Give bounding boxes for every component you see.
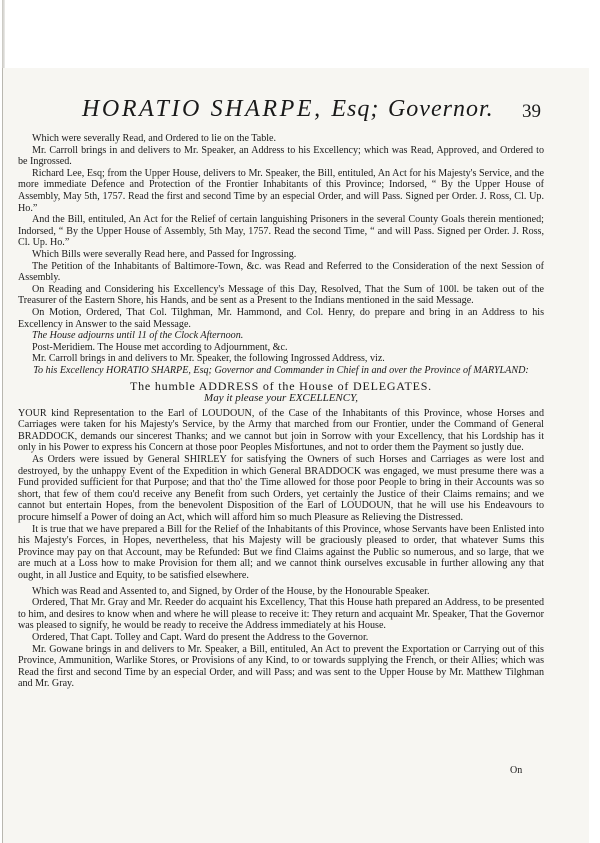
paragraph: Post-Meridiem. The House met according to Adjournment, &c. [32, 341, 288, 353]
paragraph: Ordered, That Capt. Tolley and Capt. Ward do present the Address to the Governor. [32, 631, 369, 643]
address-body-first: YOUR kind Representation to the Earl of LOUDOUN, of the Case of the Inhabitants of this Province, whose Horses and Carriages were taken for his Majesty's Service, by the Army that marched from our Frontier, under the Command of General BRADDOCK, demands our sincerest Thanks; and we cannot but join in Sorrow with your Excellency, that his Lordship has it only in his Power to express his Concern at those poor Peoples Misfortunes, and not to order them the Payment so justly due. [18, 407, 544, 454]
paragraph: It is true that we have prepared a Bill for the Relief of the Inhabitants of this Province, whose Servants have been Enlisted into his Majesty's Forces, in Hopes, nevertheless, that his Majesty will be graciously pleased to order, that whatever Sums this Province may pay on that Account, may be Refunded: But we find Claims against the Public so numerous, and so large, that we are much at a Loss how to make Provision for them all; and we cannot think ourselves excusable in further allowing any that ought, in all Justice and Equity, to be satisfied elsewhere. [18, 523, 544, 581]
page-number: 39 [522, 101, 541, 122]
paragraph: As Orders were issued by General SHIRLEY for satisfying the Owners of such Horses and Carriages as were lost and destroyed, by the unhappy Event of the Expedition in which General BRADDOCK was engaged, we must presume there was a Fund provided sufficient for that Purpose; and that tho' the Time allowed for those poor People to bring in their Accounts was so short, that few of them cou'd receive any Benefit from such Orders, yet certainly the Justice of their Claims remains; and we cannot but entertain Hopes, from the benevolent Disposition of the Earl of LOUDOUN, that he will use his Endeavours to procure himself a Power of doing an Act, which will afford him so much Pleasure as Relieving the Distressed. [18, 454, 544, 523]
paragraph: Which was Read and Assented to, and Signed, by Order of the House, by the Honourable Speaker. [32, 585, 430, 597]
running-head-esq: Esq; [331, 96, 380, 122]
journal-text [18, 133, 544, 690]
address-please: May it please your EXCELLENCY, [204, 392, 358, 405]
paragraph: Richard Lee, Esq; from the Upper House, delivers to Mr. Speaker, the Bill, entituled, An Act for his Majesty's Service, and the more immediate Defence and Protection of the Frontier Inhabitants of this Province; Indorsed, “ By the Upper House of Assembly, May 5th, 1757. Read the first and second Time by an especial Order, and will Pass. Signed per Order. J. Ross, Cl. Up. Ho.” [18, 167, 544, 214]
running-head-name: HORATIO SHARPE, [82, 96, 323, 122]
paragraph: Which were severally Read, and Ordered to lie on the Table. [32, 133, 277, 144]
running-head-office: Governor. [387, 96, 494, 122]
paragraph: Mr. Carroll brings in and delivers to Mr. Speaker, an Address to his Excellency; which was Read, Approved, and Ordered to be Ingrossed. [18, 144, 544, 168]
paragraph: The House adjourns until 11 of the Clock Afternoon. [32, 330, 244, 342]
running-head [82, 96, 494, 123]
paragraph: The Petition of the Inhabitants of Baltimore-Town, &c. was Read and Referred to the Consideration of the next Session of Assembly. [18, 260, 544, 284]
paragraph: On Reading and Considering his Excellency's Message of this Day, Resolved, That the Sum of 100l. be taken out of the Treasurer of the Eastern Shore, his Hands, and be sent as a Present to the Indians mentioned in the said Message. [18, 283, 544, 307]
paragraph: Ordered, That Mr. Gray and Mr. Reeder do acquaint his Excellency, That this House hath prepared an Address, to be presented to him, and desires to know when and where he will please to receive it: They return and acquaint Mr. Speaker, That the Governor was pleased to signify, he would be ready to receive the Address immediately at his House. [18, 597, 544, 632]
paragraph: Mr. Gowane brings in and delivers to Mr. Speaker, a Bill, entituled, An Act to prevent the Exportation or Carrying out of this Province, Ammunition, Warlike Stores, or Provisions of any Kind, to or towards supplying the French, or their Allies; which was Read the first and second Time by an especial Order, and will Pass; and was sent to the Upper House by Mr. Matthew Tilghman and Mr. Gray. [18, 643, 544, 690]
paragraph: On Motion, Ordered, That Col. Tilghman, Mr. Hammond, and Col. Henry, do prepare and bring in an Address to his Excellency in Answer to the said Message. [18, 306, 544, 330]
paragraph: And the Bill, entituled, An Act for the Relief of certain languishing Prisoners in the several County Goals therein mentioned; Indorsed, “ By the Upper House of Assembly, 5th May, 1757. Read the second Time, “ and will Pass. Signed per Order. J. Ross, Cl. Up. Ho.” [18, 214, 544, 249]
page-header [0, 96, 600, 126]
paragraph: Which Bills were severally Read here, and Passed for Ingrossing. [32, 248, 297, 260]
catchword: On [510, 765, 523, 776]
paragraph: Mr. Carroll brings in and delivers to Mr. Speaker, the following Ingrossed Address, viz. [32, 353, 385, 365]
address-title: The humble ADDRESS of the House of DELEGATES. [130, 379, 432, 394]
address-salutation: To his Excellency HORATIO SHARPE, Esq; Governor and Commander in Chief in and over the Province of MARYLAND: [33, 364, 529, 376]
